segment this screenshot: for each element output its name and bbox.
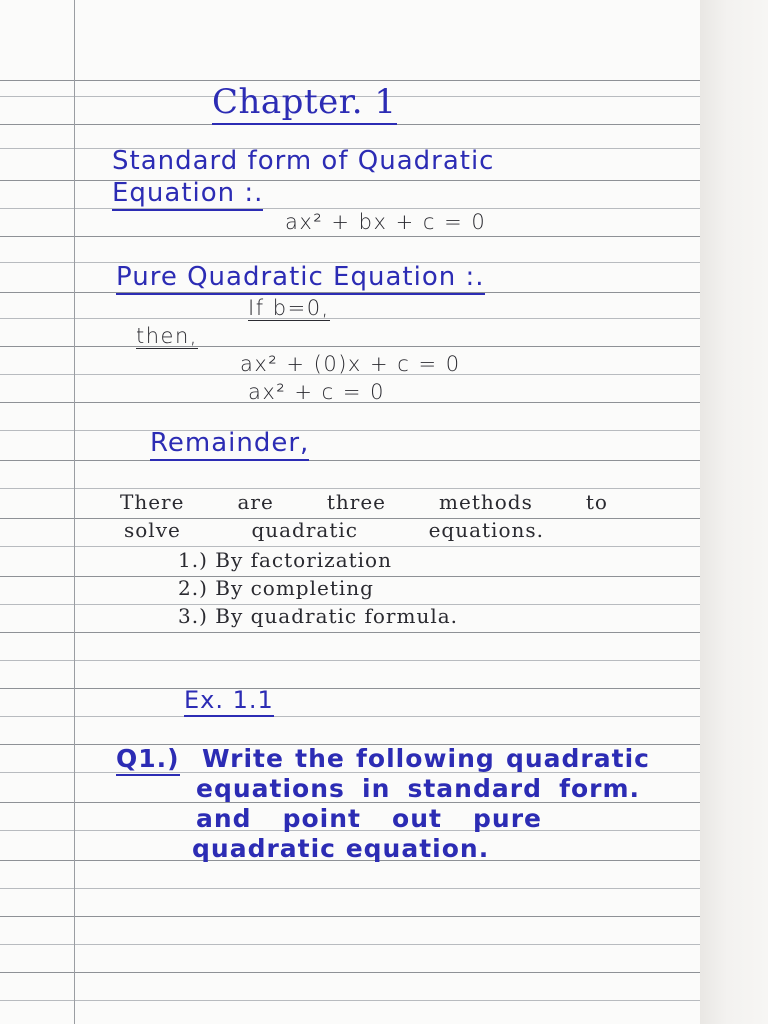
remainder-word: methods	[439, 490, 533, 514]
question-line2	[196, 774, 640, 803]
rule-line	[0, 460, 700, 461]
question-word: in	[362, 774, 391, 803]
method-item: 3.) By quadratic formula.	[178, 604, 459, 628]
remainder-line1	[120, 490, 608, 514]
rule-line	[0, 318, 700, 319]
pure-quadratic-heading: Pure Quadratic Equation :.	[116, 262, 485, 295]
remainder-word: to	[585, 490, 608, 514]
pure-quadratic-then: then,	[136, 324, 198, 348]
method-item: 1.) By factorization	[178, 548, 392, 572]
rule-line	[0, 488, 700, 489]
question-word: and	[196, 804, 252, 833]
question-line3	[196, 804, 542, 833]
rule-line	[0, 972, 700, 973]
rule-line	[0, 1000, 700, 1001]
question-line1	[202, 744, 650, 773]
question-label: Q1.)	[116, 744, 180, 776]
pure-quadratic-step1: ax² + (0)x + c = 0	[240, 352, 461, 376]
page-edge	[700, 0, 768, 1024]
question-word: quadratic	[505, 744, 650, 773]
rule-line	[0, 716, 700, 717]
rule-line	[0, 944, 700, 945]
rule-line	[0, 688, 700, 689]
question-word: out	[392, 804, 442, 833]
chapter-title: Chapter. 1	[212, 82, 397, 125]
pure-quadratic-step2: ax² + c = 0	[248, 380, 386, 404]
remainder-word: three	[326, 490, 386, 514]
remainder-word: are	[237, 490, 274, 514]
question-line4: quadratic equation.	[192, 834, 490, 863]
question-word: equations	[196, 774, 345, 803]
standard-form-heading-line2: Equation :.	[112, 178, 263, 211]
remainder-word: solve	[124, 518, 181, 542]
rule-line	[0, 430, 700, 431]
rule-line	[0, 888, 700, 889]
rule-line	[0, 660, 700, 661]
rule-line	[0, 208, 700, 209]
exercise-heading: Ex. 1.1	[184, 686, 274, 717]
question-word: Write	[202, 744, 284, 773]
rule-line	[0, 80, 700, 81]
margin-line	[74, 0, 75, 1024]
standard-form-equation: ax² + bx + c = 0	[285, 210, 487, 234]
rule-line	[0, 546, 700, 547]
remainder-word: equations.	[428, 518, 544, 542]
question-word: form.	[559, 774, 640, 803]
remainder-line2	[124, 518, 544, 542]
question-word: point	[282, 804, 361, 833]
pure-quadratic-condition: If b=0,	[248, 296, 330, 320]
rule-line	[0, 236, 700, 237]
rule-line	[0, 632, 700, 633]
standard-form-heading	[112, 146, 577, 176]
question-word: the	[295, 744, 345, 773]
remainder-heading: Remainder,	[150, 428, 309, 461]
remainder-word: quadratic	[251, 518, 358, 542]
question-word: following	[356, 744, 495, 773]
method-item: 2.) By completing	[178, 576, 374, 600]
question-word: standard	[407, 774, 542, 803]
rule-line	[0, 346, 700, 347]
rule-line	[0, 916, 700, 917]
remainder-word: There	[120, 490, 185, 514]
standard-form-heading-line1: Standard form of Quadratic	[112, 146, 495, 176]
question-word: pure	[473, 804, 542, 833]
rule-line	[0, 180, 700, 181]
